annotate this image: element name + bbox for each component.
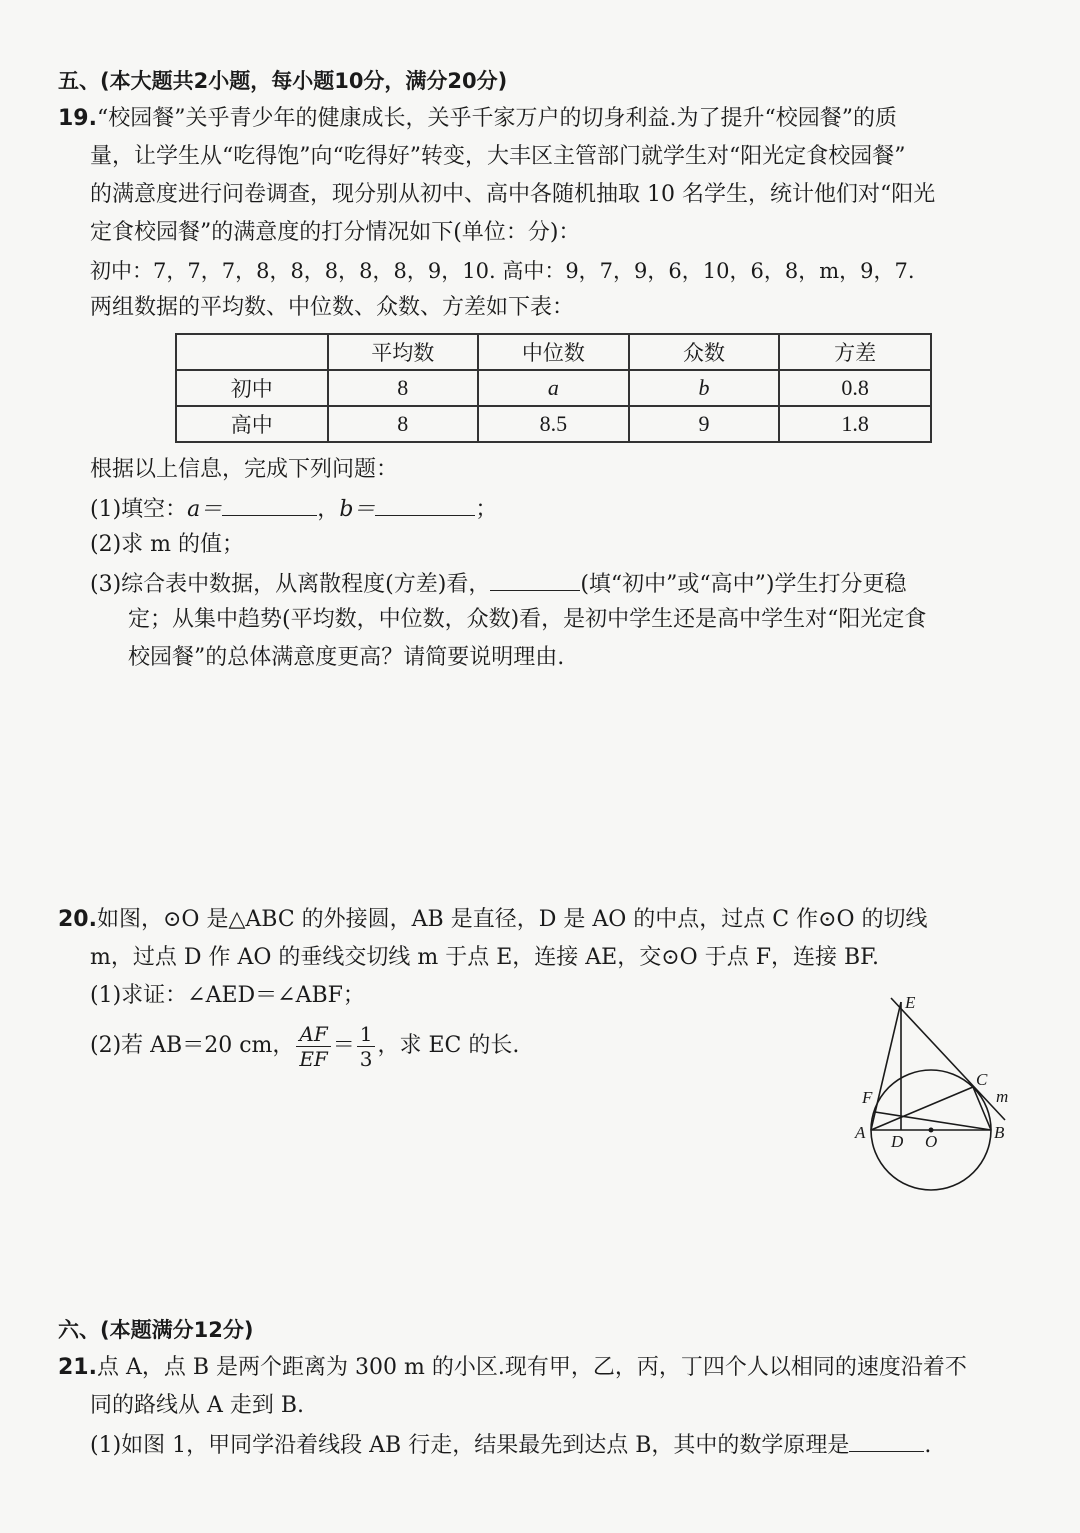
q19-number: 19. (58, 106, 97, 131)
q19-part1-comma: ， (317, 497, 340, 522)
label-e: E (905, 993, 916, 1012)
q20-part2-suffix: ，求 EC 的长. (377, 1033, 520, 1058)
q19-data-line: 初中：7，7，7，8，8，8，8，8，9，10. 高中：9，7，9，6，10，6，8，m，9，7. (90, 259, 915, 283)
table-header-cell: 平均数 (328, 334, 479, 370)
table-cell: 高中 (176, 406, 328, 442)
table-row (176, 406, 931, 442)
label-f: F (862, 1088, 873, 1107)
q20-part-2 (90, 1020, 519, 1072)
q19-part1-b-label: b＝ (339, 497, 376, 522)
q21-part1-text: (1)如图 1，甲同学沿着线段 AB 行走，结果最先到达点 B，其中的数学原理是 (90, 1433, 850, 1458)
table-header-cell: 中位数 (478, 334, 629, 370)
q19-part3-prefix: (3)综合表中数据，从离散程度(方差)看， (90, 572, 491, 597)
q19-part-3-line-2: 定；从集中趋势(平均数，中位数，众数)看，是初中学生还是高中学生对“阳光定食 (128, 607, 927, 632)
q19-instruction: 根据以上信息，完成下列问题： (90, 457, 399, 482)
q21-part1-end: . (924, 1433, 932, 1458)
table-header-cell: 方差 (779, 334, 931, 370)
table-cell: 0.8 (779, 370, 931, 406)
q19-text-3: 的满意度进行问卷调查，现分别从初中、高中各随机抽取 10 名学生，统计他们对“阳光 (90, 182, 936, 207)
table-header-row (176, 334, 931, 370)
label-m: m (996, 1087, 1009, 1106)
fraction-one-third (357, 1022, 376, 1071)
fraction-denominator: 3 (359, 1046, 373, 1071)
q19-text-2: 量，让学生从“吃得饱”向“吃得好”转变，大丰区主管部门就学生对“阳光定食校园餐” (90, 144, 906, 169)
label-d: D (891, 1132, 904, 1151)
q19-text-1: “校园餐”关乎青少年的健康成长，关乎千家万户的切身利益.为了提升“校园餐”的质 (96, 106, 897, 131)
tangent-line-m (891, 998, 1005, 1120)
q21-line-1 (58, 1353, 967, 1383)
table-header-cell (176, 334, 328, 370)
equals-sign: ＝ (332, 1033, 355, 1058)
q20-text-2: m，过点 D 作 AO 的垂线交切线 m 于点 E，连接 AE，交⊙O 于点 F，连接 BF. (90, 945, 879, 970)
fraction-numerator: 1 (357, 1022, 376, 1047)
q19-part3-suffix: (填“初中”或“高中”)学生打分更稳 (580, 572, 907, 597)
segment-ae (871, 1002, 901, 1130)
circle-tangent-figure (845, 990, 1025, 1200)
q19-part1-end: ； (475, 497, 498, 522)
table-cell: 初中 (176, 370, 328, 406)
fraction-numerator: AF (296, 1022, 330, 1047)
q19-text-4: 定食校园餐”的满意度的打分情况如下(单位：分)： (90, 220, 581, 245)
table-cell: a (478, 370, 629, 406)
q19-part-3-line-1 (90, 568, 907, 600)
q21-text-2: 同的路线从 A 走到 B. (90, 1393, 305, 1418)
q19-part1-a-label: a＝ (187, 497, 223, 522)
table-header-cell: 众数 (629, 334, 780, 370)
segment-ac (871, 1087, 973, 1130)
section-6-heading: 六、(本题满分12分) (58, 1318, 254, 1342)
table-cell: 8.5 (478, 406, 629, 442)
answer-blank-stability[interactable] (490, 568, 580, 591)
q20-part-1: (1)求证：∠AED＝∠ABF； (90, 983, 365, 1008)
q19-part-3-line-3: 校园餐”的总体满意度更高？请简要说明理由. (128, 645, 565, 670)
label-b: B (994, 1123, 1005, 1142)
q20-part2-prefix: (2)若 AB＝20 cm， (90, 1033, 295, 1058)
label-a: A (855, 1123, 866, 1142)
section-5-heading: 五、(本大题共2小题，每小题10分，满分20分) (58, 69, 508, 93)
statistics-table (175, 333, 932, 443)
segment-cb (973, 1087, 991, 1130)
table-cell: 9 (629, 406, 780, 442)
table-cell: 8 (328, 406, 479, 442)
q21-text-1: 点 A，点 B 是两个距离为 300 m 的小区.现有甲，乙，丙，丁四个人以相同的速度沿着不 (96, 1355, 967, 1380)
answer-blank-principle[interactable] (849, 1429, 924, 1452)
q20-line-1 (58, 905, 928, 935)
q19-table-intro: 两组数据的平均数、中位数、众数、方差如下表： (90, 295, 575, 320)
table-cell: 1.8 (779, 406, 931, 442)
label-c: C (976, 1070, 988, 1089)
q20-number: 20. (58, 907, 97, 932)
q19-part-2: (2)求 m 的值； (90, 532, 245, 557)
fraction-denominator: EF (299, 1046, 328, 1071)
table-cell: 8 (328, 370, 479, 406)
q21-part-1 (90, 1429, 931, 1461)
q19-part-1 (90, 493, 497, 525)
answer-blank-a[interactable] (222, 493, 317, 516)
q19-part1-prefix: (1)填空： (90, 497, 188, 522)
fraction-af-ef (296, 1022, 330, 1071)
answer-blank-b[interactable] (375, 493, 475, 516)
q21-number: 21. (58, 1355, 97, 1380)
table-cell: b (629, 370, 780, 406)
table-row (176, 370, 931, 406)
label-o: O (925, 1132, 938, 1151)
q19-line-1 (58, 104, 897, 134)
q20-text-1: 如图，⊙O 是△ABC 的外接圆，AB 是直径，D 是 AO 的中点，过点 C 作⊙O 的切线 (96, 907, 928, 932)
